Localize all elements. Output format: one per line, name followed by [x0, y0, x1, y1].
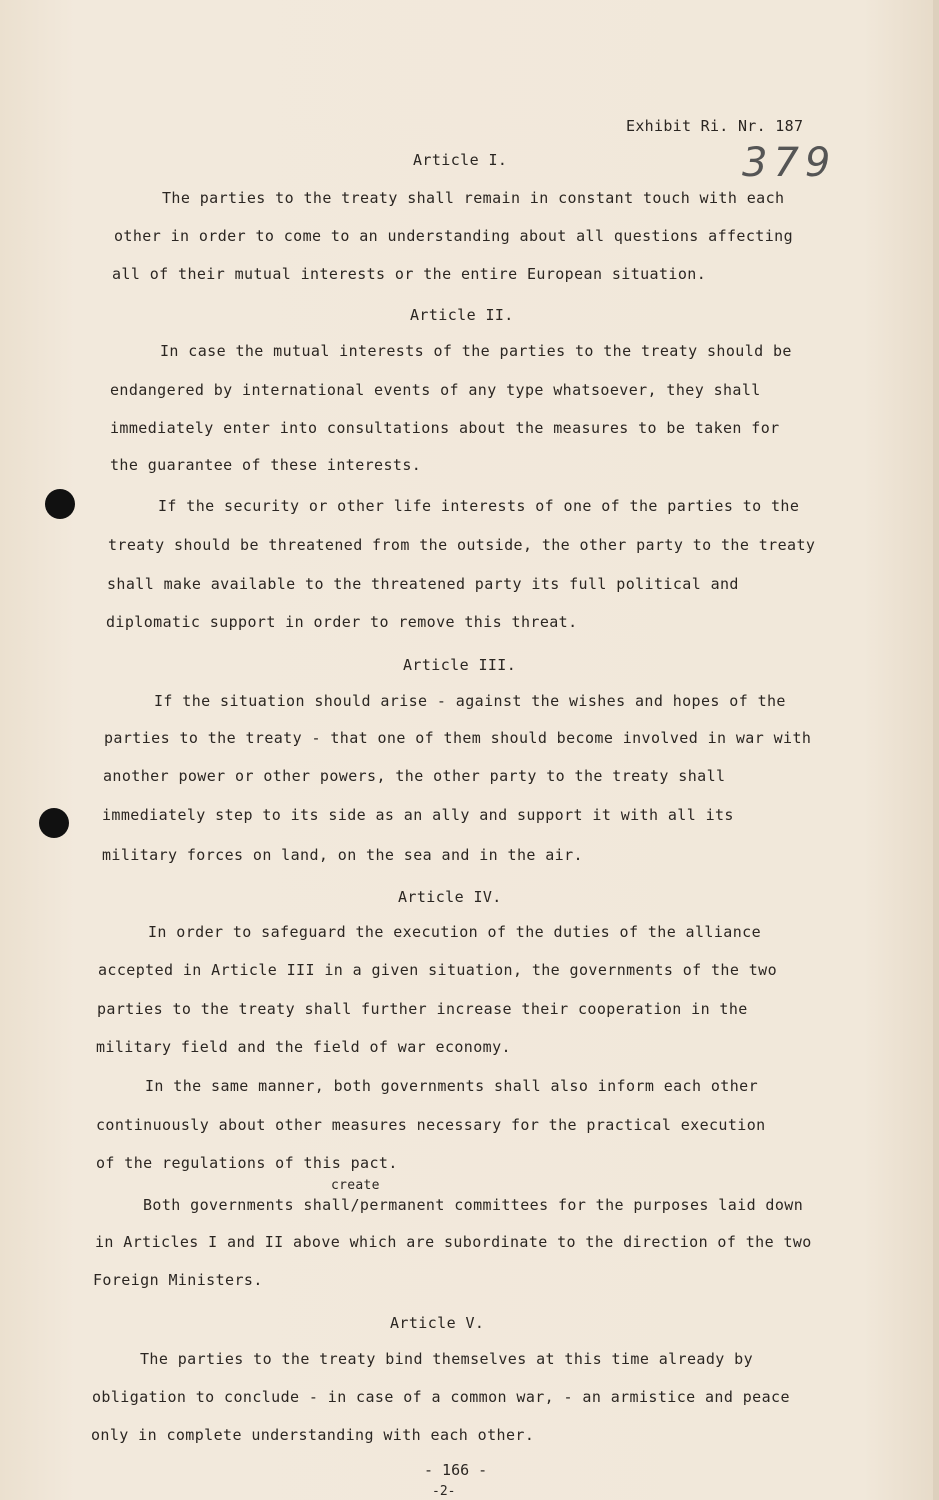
text-line: endangered by international events of any type whatsoever, they shall: [110, 381, 761, 399]
text-line: other in order to come to an understanding about all questions affecting: [114, 227, 794, 245]
article-heading: Article III.: [403, 656, 517, 674]
text-line: military field and the field of war economy.: [96, 1038, 511, 1056]
page-number: - 166 -: [424, 1461, 488, 1479]
text-line: in Articles I and II above which are subordinate to the direction of the two: [95, 1233, 812, 1251]
article-heading: Article I.: [413, 151, 508, 169]
text-line: Foreign Ministers.: [93, 1271, 263, 1289]
text-line: In the same manner, both governments shall also inform each other: [145, 1077, 758, 1095]
text-line: If the security or other life interests of one of the parties to the: [158, 497, 800, 515]
text-line: parties to the treaty shall further increase their cooperation in the: [97, 1000, 748, 1018]
text-line: military forces on land, on the sea and in the air.: [102, 846, 583, 864]
text-line: obligation to conclude - in case of a common war, - an armistice and peace: [92, 1388, 790, 1406]
text-line: The parties to the treaty shall remain in constant touch with each: [162, 189, 785, 207]
text-line: If the situation should arise - against the wishes and hopes of the: [154, 692, 786, 710]
text-line: immediately enter into consultations about the measures to be taken for: [110, 419, 780, 437]
text-line: of the regulations of this pact.: [96, 1154, 398, 1172]
punch-hole: [45, 489, 75, 519]
handwritten-insertion: create: [331, 1178, 380, 1193]
text-line: diplomatic support in order to remove this threat.: [106, 613, 578, 631]
text-line: shall make available to the threatened party its full political and: [107, 575, 739, 593]
sub-page-number: -2-: [432, 1484, 456, 1499]
text-line: Both governments shall/permanent committees for the purposes laid down: [143, 1196, 804, 1214]
text-line: parties to the treaty - that one of them should become involved in war with: [104, 729, 812, 747]
article-heading: Article V.: [390, 1314, 485, 1332]
article-heading: Article II.: [410, 306, 514, 324]
text-line: all of their mutual interests or the entire European situation.: [112, 265, 707, 283]
text-line: In order to safeguard the execution of the duties of the alliance: [148, 923, 761, 941]
stamp-number: 379: [742, 140, 837, 186]
punch-hole: [39, 808, 69, 838]
exhibit-label: Exhibit Ri. Nr. 187: [626, 117, 804, 135]
text-line: immediately step to its side as an ally and support it with all its: [102, 806, 734, 824]
text-line: the guarantee of these interests.: [110, 456, 422, 474]
page-edge: [933, 0, 939, 1500]
text-line: continuously about other measures necessary for the practical execution: [96, 1116, 766, 1134]
text-line: another power or other powers, the other party to the treaty shall: [103, 767, 726, 785]
text-line: only in complete understanding with each other.: [91, 1426, 535, 1444]
article-heading: Article IV.: [398, 888, 502, 906]
text-line: In case the mutual interests of the parties to the treaty should be: [160, 342, 792, 360]
text-line: accepted in Article III in a given situation, the governments of the two: [98, 961, 778, 979]
text-line: treaty should be threatened from the outside, the other party to the treaty: [108, 536, 816, 554]
text-line: The parties to the treaty bind themselves at this time already by: [140, 1350, 753, 1368]
